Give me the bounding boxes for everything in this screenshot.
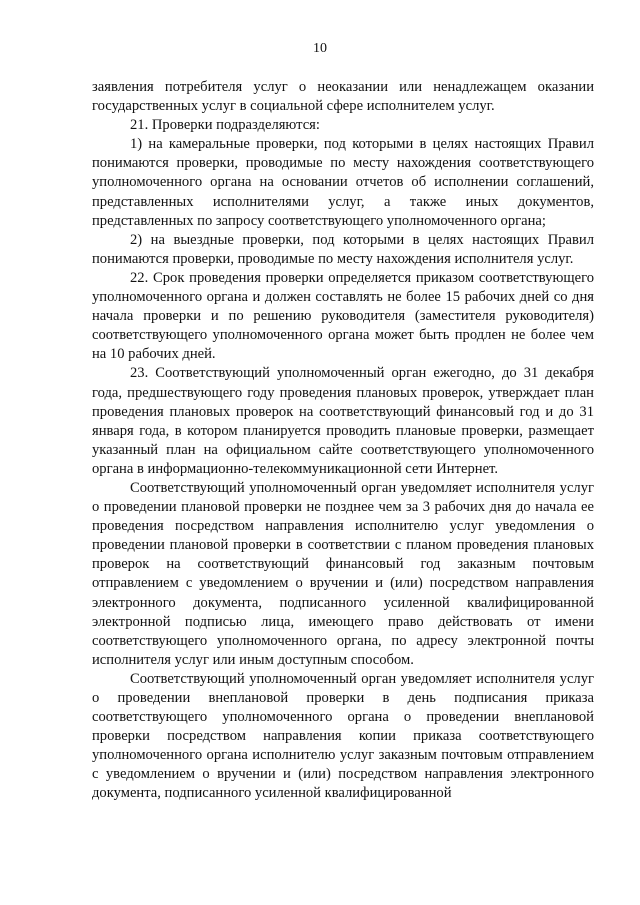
paragraph-23: 23. Соответствующий уполномоченный орган ежегодно, до 31 декабря года, предшествующего году проведения плановых проверок, утверждает план проведения плановых проверок на соответствующий финансовый год и до 31 января года, в котором планируется проводить плановые проверки, размещает указанный план на официальном сайте соответствующего уполномоченного органа в информационно-телекоммуникационной сети Интернет. bbox=[92, 365, 594, 477]
paragraph-unplanned-inspection-notice: Соответствующий уполномоченный орган уведомляет исполнителя услуг о проведении внеплановой проверки в день подписания приказа соответствующего уполномоченного органа о проведении внеплановой проверки посредством направления копии приказа соответствующего уполномоченного органа исполнителю услуг заказным почтовым отправлением с уведомлением о вручении и (или) посредством направления электронного документа, подписанного усиленной квалифицированной bbox=[92, 670, 594, 802]
paragraph-21: 21. Проверки подразделяются: bbox=[130, 117, 320, 134]
paragraph-21-item-1: 1) на камеральные проверки, под которыми в целях настоящих Правил понимаются проверки, проводимые по месту нахождения соответствующего уполномоченного органа на основании отчетов об исполнении соглашений, представленных исполнителями услуг, а также иных документов, представленных по запросу соответствующего уполномоченного органа; bbox=[92, 136, 594, 229]
paragraph-22: 22. Срок проведения проверки определяется приказом соответствующего уполномоченного органа и должен составлять не более 15 рабочих дней со дня начала проверки и по решению руководителя (заместителя руководителя) соответствующего уполномоченного органа может быть продлен не более чем на 10 рабочих дней. bbox=[92, 269, 594, 363]
document-body bbox=[92, 78, 594, 804]
paragraph-21-item-2: 2) на выездные проверки, под которыми в целях настоящих Правил понимаются проверки, проводимые по месту нахождения исполнителя услуг. bbox=[92, 231, 594, 267]
page-number: 10 bbox=[313, 41, 327, 56]
paragraph-planned-inspection-notice: Соответствующий уполномоченный орган уведомляет исполнителя услуг о проведении плановой проверки не позднее чем за 3 рабочих дня до начала ее проведения посредством направления исполнителю услуг уведомления о проведении плановой проверки в соответствии с планом проведения плановых проверок на соответствующий финансовый год заказным почтовым отправлением с уведомлением о вручении и (или) посредством направления электронного документа, подписанного усиленной квалифицированной электронной подписью лица, имеющего право действовать от имени соответствующего уполномоченного органа, по адресу электронной почты исполнителя услуг или иным доступным способом. bbox=[92, 479, 594, 668]
paragraph-continuation: заявления потребителя услуг о неоказании или ненадлежащем оказании государственных услуг в социальной сфере исполнителем услуг. bbox=[92, 79, 594, 115]
